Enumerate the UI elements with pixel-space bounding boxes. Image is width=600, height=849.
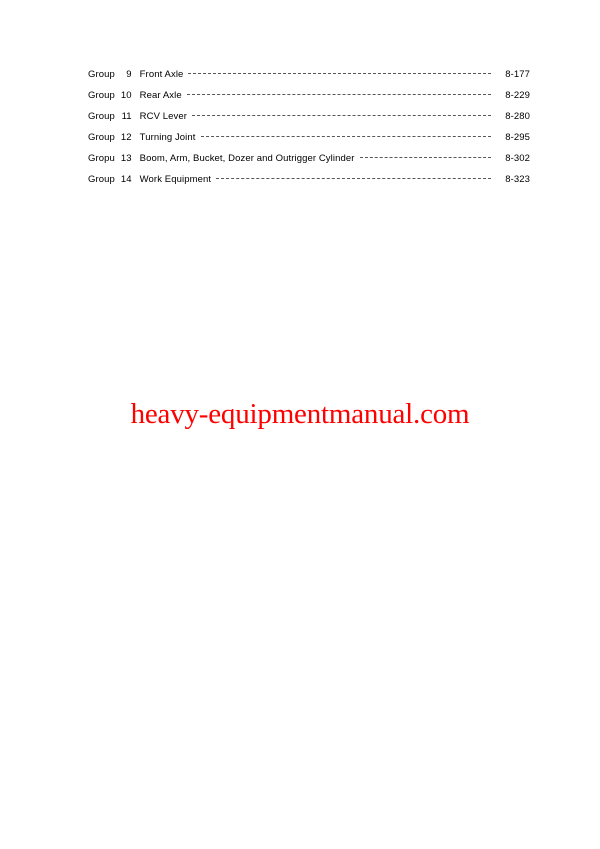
toc-group-label bbox=[88, 85, 132, 106]
toc-group-word: Group bbox=[88, 90, 115, 101]
toc-group-word: Group bbox=[88, 111, 115, 122]
toc-entry-title: RCV Lever bbox=[139, 111, 188, 122]
toc-entry-title: Rear Axle bbox=[139, 90, 182, 101]
table-of-contents-row bbox=[88, 85, 530, 106]
toc-group-label bbox=[88, 64, 132, 85]
toc-group-label bbox=[88, 127, 132, 148]
toc-page-number: 8-177 bbox=[505, 69, 530, 80]
watermark-text: heavy-equipmentmanual.com bbox=[130, 398, 470, 430]
toc-page-number: 8-295 bbox=[505, 132, 530, 143]
toc-leader-dots bbox=[216, 177, 491, 179]
toc-group-number: 13 bbox=[120, 153, 132, 164]
table-of-contents-row bbox=[88, 148, 530, 169]
toc-group-word: Group bbox=[88, 174, 115, 185]
toc-page-number: 8-229 bbox=[505, 90, 530, 101]
toc-group-word: Group bbox=[88, 69, 115, 80]
toc-page-number: 8-280 bbox=[505, 111, 530, 122]
toc-group-label bbox=[88, 169, 132, 190]
toc-leader-dots bbox=[188, 72, 491, 74]
table-of-contents-row bbox=[88, 64, 530, 85]
table-of-contents-row bbox=[88, 169, 530, 190]
toc-entry-title: Work Equipment bbox=[139, 174, 212, 185]
toc-group-word: Gropu bbox=[88, 153, 115, 164]
toc-group-number: 12 bbox=[120, 132, 132, 143]
table-of-contents-row bbox=[88, 106, 530, 127]
toc-leader-dots bbox=[360, 156, 492, 158]
toc-page-number: 8-323 bbox=[505, 174, 530, 185]
toc-leader-dots bbox=[187, 93, 491, 95]
toc-entry-title: Boom, Arm, Bucket, Dozer and Outrigger Cylinder bbox=[139, 153, 355, 164]
toc-group-label bbox=[88, 106, 132, 127]
toc-entry-title: Front Axle bbox=[139, 69, 184, 80]
toc-group-number: 10 bbox=[120, 90, 132, 101]
table-of-contents-row bbox=[88, 127, 530, 148]
table-of-contents bbox=[88, 64, 530, 190]
toc-group-word: Group bbox=[88, 132, 115, 143]
toc-group-label bbox=[88, 148, 132, 169]
toc-leader-dots bbox=[201, 135, 491, 137]
toc-group-number: 9 bbox=[126, 69, 132, 80]
toc-page-number: 8-302 bbox=[505, 153, 530, 164]
toc-entry-title: Turning Joint bbox=[139, 132, 196, 143]
toc-group-number: 11 bbox=[121, 111, 132, 122]
toc-leader-dots bbox=[192, 114, 491, 116]
toc-group-number: 14 bbox=[120, 174, 132, 185]
